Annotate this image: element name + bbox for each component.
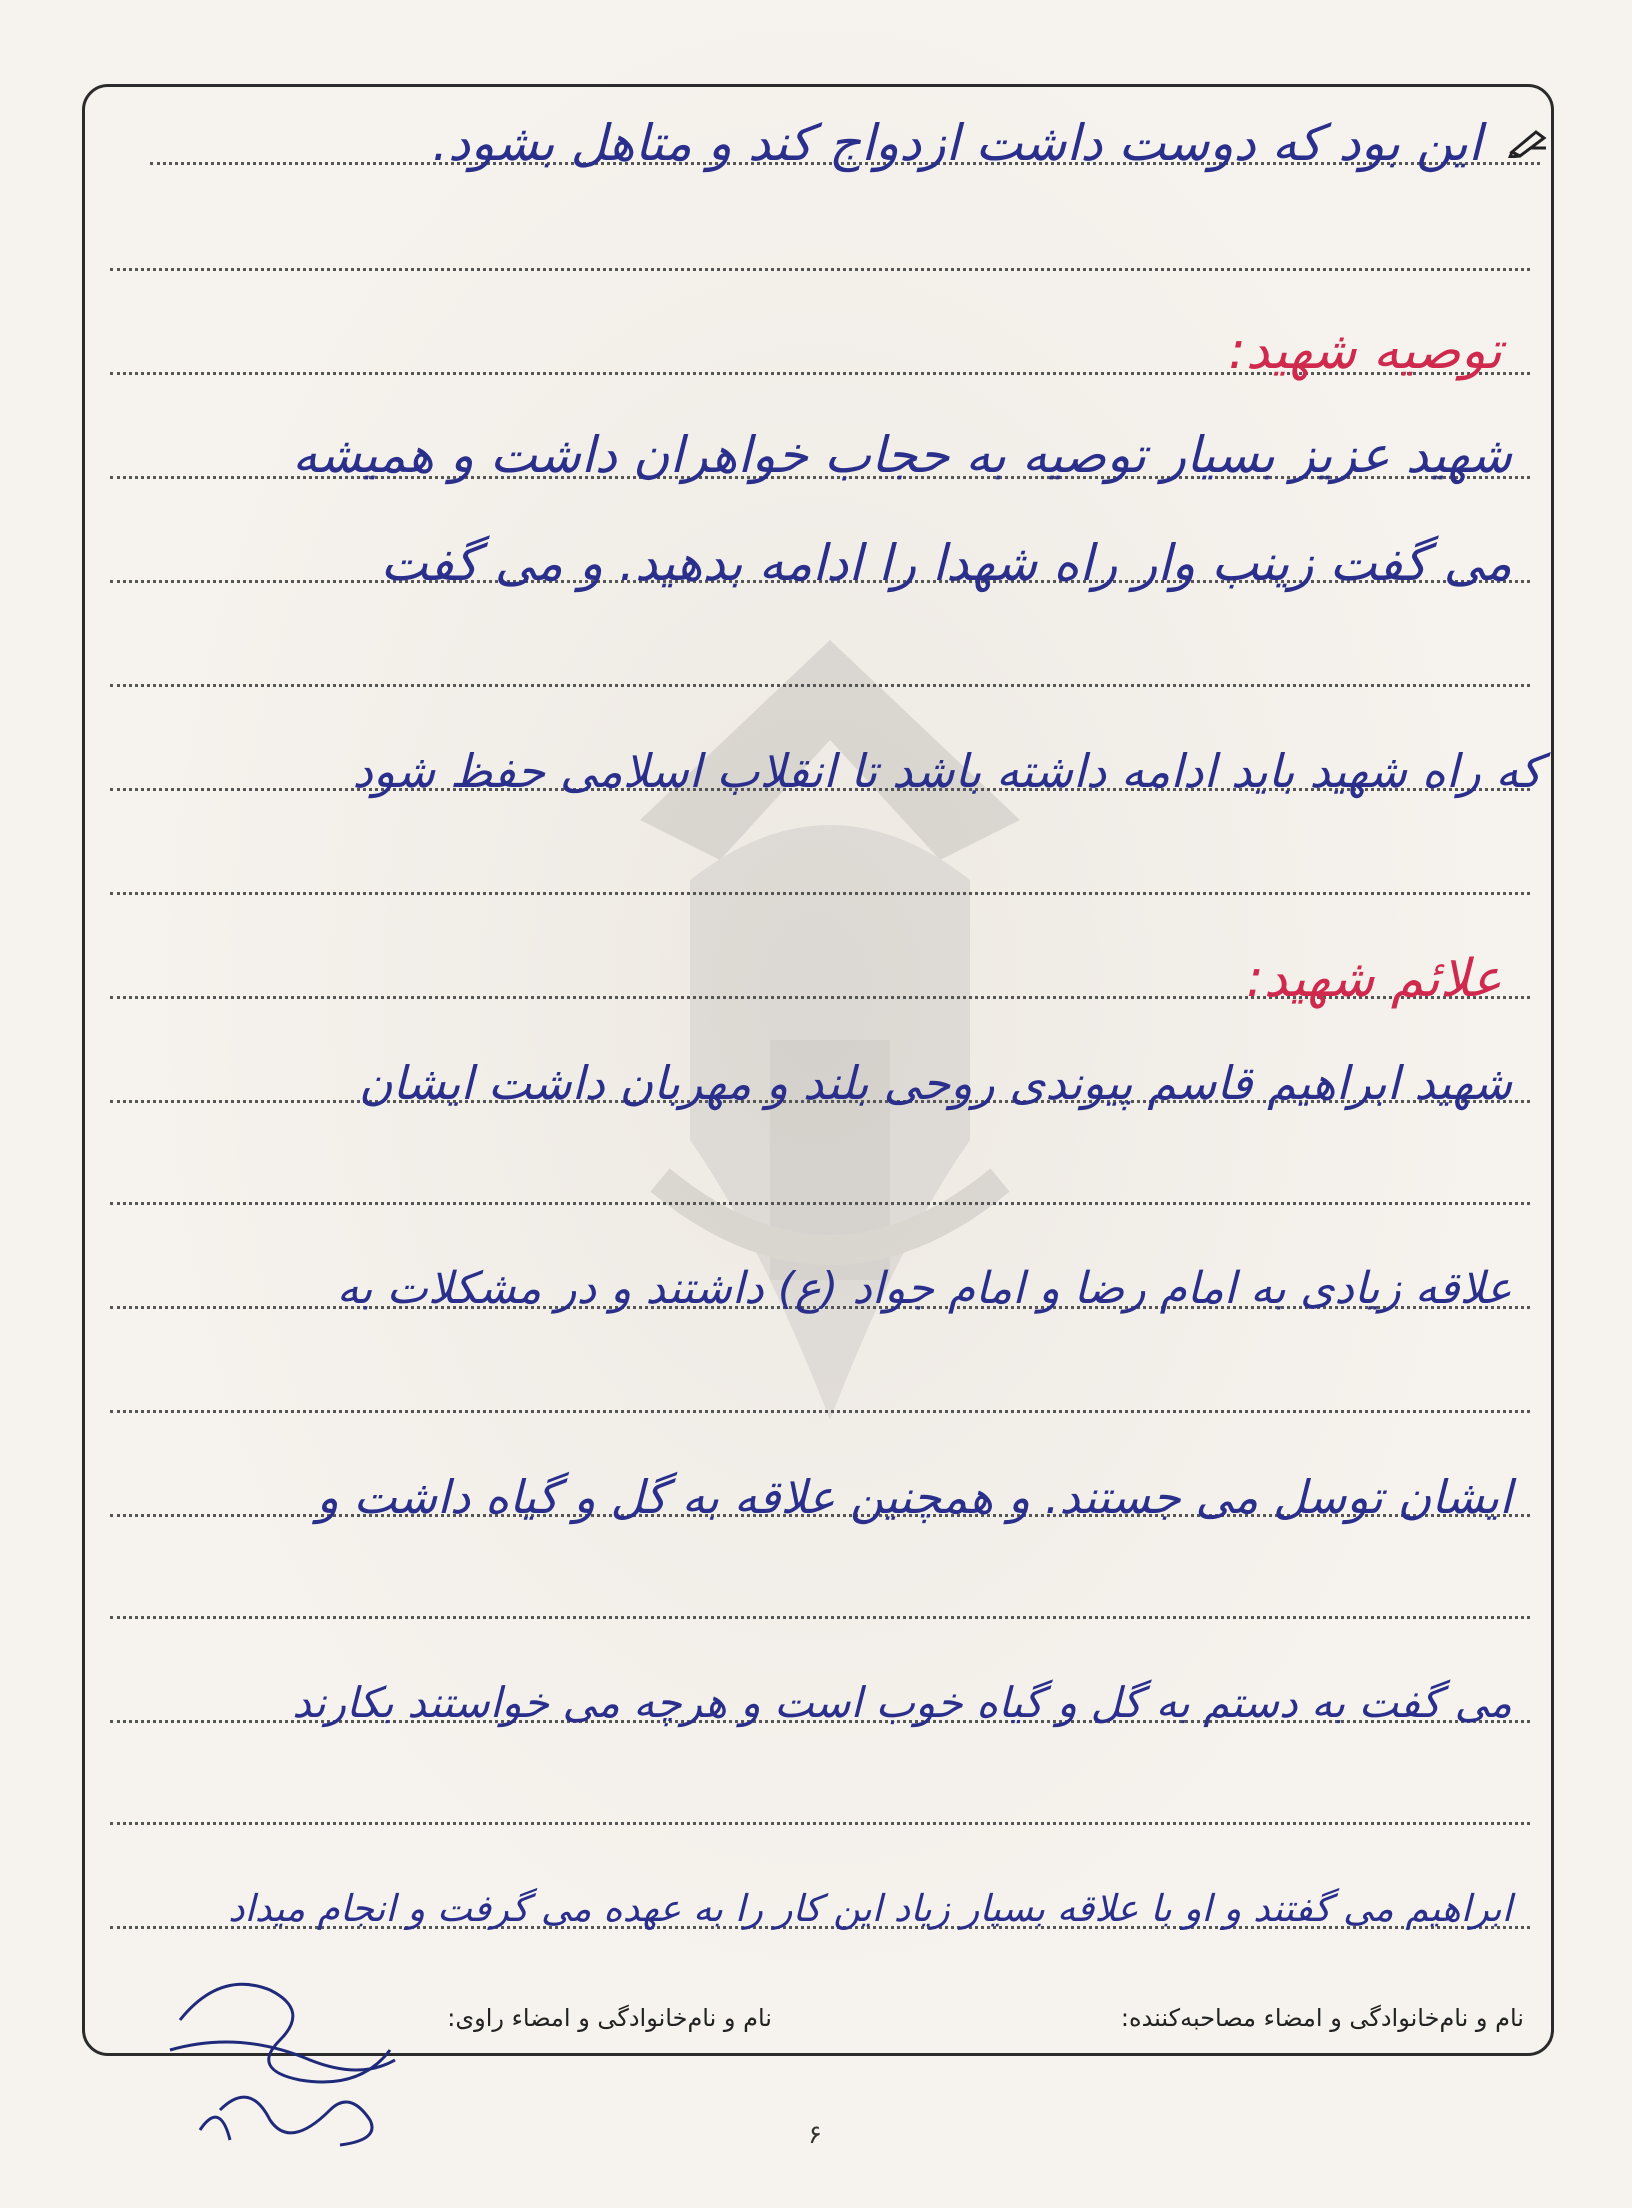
pen-icon bbox=[1508, 128, 1548, 158]
ruled-line bbox=[110, 1822, 1530, 1825]
section-heading-interests: علائم شهید: bbox=[1246, 949, 1502, 1009]
interviewer-signature-label: نام و نام‌خانوادگی و امضاء مصاحبه‌کننده: bbox=[1120, 2004, 1524, 2032]
ruled-line bbox=[110, 684, 1530, 687]
section-heading-recommendation: توصیه شهید: bbox=[1228, 321, 1502, 381]
signature-icon bbox=[160, 1960, 400, 2160]
handwritten-line: ایشان توسل می جستند. و همچنین علاقه به گل و گیاه داشت و bbox=[316, 1470, 1512, 1524]
narrator-signature-label: نام و نام‌خانوادگی و امضاء راوی: bbox=[447, 2004, 772, 2032]
handwritten-line: علاقه زیادی به امام رضا و امام جواد (ع) داشتند و در مشکلات به bbox=[336, 1263, 1512, 1314]
handwritten-line: که راه شهید باید ادامه داشته باشد تا انقلاب اسلامی حفظ شود bbox=[352, 744, 1542, 798]
handwritten-line: شهید ابراهیم قاسم پیوندی روحی بلند و مهربان داشت ایشان bbox=[358, 1056, 1512, 1110]
ruled-line bbox=[110, 892, 1530, 895]
ruled-line bbox=[110, 1202, 1530, 1205]
handwritten-line: شهید عزیز بسیار توصیه به حجاب خواهران داشت و همیشه bbox=[292, 426, 1512, 484]
handwritten-line: می گفت زینب وار راه شهدا را ادامه بدهید. و می گفت bbox=[380, 534, 1512, 592]
ruled-line bbox=[110, 1616, 1530, 1619]
handwritten-line: ابراهیم می گفتند و او با علاقه بسیار زیاد این کار را به عهده می گرفت و انجام میداد bbox=[228, 1887, 1512, 1930]
page-number: ۶ bbox=[808, 2120, 822, 2150]
handwritten-line: این بود که دوست داشت ازدواج کند و متاهل بشود. bbox=[432, 114, 1482, 172]
ruled-line bbox=[110, 1410, 1530, 1413]
ruled-line bbox=[110, 268, 1530, 271]
handwritten-line: می گفت به دستم به گل و گیاه خوب است و هرچه می خواستند بکارند bbox=[292, 1678, 1512, 1727]
